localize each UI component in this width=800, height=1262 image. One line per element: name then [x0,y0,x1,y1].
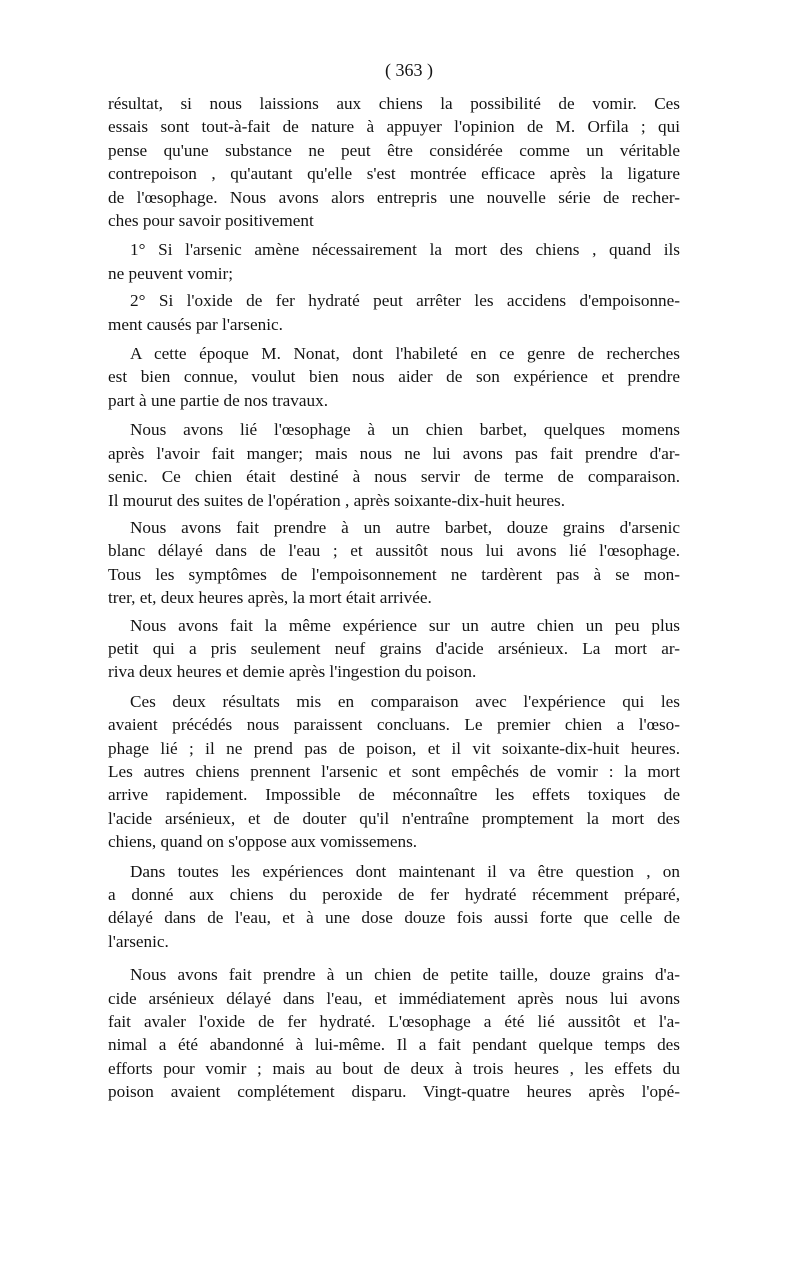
text-line: ment causés par l'arsenic. [108,314,283,334]
text-line: 2° Si l'oxide de fer hydraté peut arrêter les accidens d'empoisonne- [130,291,680,311]
page-number: ( 363 ) [385,60,433,80]
text-line: blanc délayé dans de l'eau ; et aussitôt nous lui avons lié l'œsophage. [108,541,680,561]
text-line: nimal a été abandonné à lui-même. Il a fait pendant quelque temps des [108,1035,680,1055]
text-line: arrive rapidement. Impossible de méconnaître les effets toxiques de [108,785,680,805]
text-line: l'acide arsénieux, et de douter qu'il n'entraîne promptement la mort des [108,808,680,828]
text-line: chiens, quand on s'oppose aux vomissemens. [108,832,418,852]
paragraph [108,342,680,412]
text-line: résultat, si nous laissions aux chiens la possibilité de vomir. Ces [108,94,680,113]
paragraph [108,238,680,285]
text-line: avaient précédés nous paraissent concluans. Le premier chien a l'œso- [108,715,680,735]
text-line: délayé dans de l'eau, et à une dose douze fois aussi forte que celle de [108,908,680,928]
paragraph [108,418,680,512]
text-line: ches pour savoir positivement [108,211,314,231]
paragraph [108,289,680,336]
text-line: a donné aux chiens du peroxide de fer hydraté récemment préparé, [108,885,680,904]
paragraph [108,614,680,684]
text-line: essais sont tout-à-fait de nature à appuyer l'opinion de M. Orfila ; qui [108,117,680,137]
text-line: fait avaler l'oxide de fer hydraté. L'œsophage a été lié aussitôt et l'a- [108,1012,680,1032]
text-line: pense qu'une substance ne peut être considérée comme un véritable [108,140,680,160]
text-line: senic. Ce chien était destiné à nous servir de terme de comparaison. [108,467,680,487]
text-line: après l'avoir fait manger; mais nous ne lui avons pas fait prendre d'ar- [108,443,680,463]
text-line: Nous avons fait prendre à un autre barbet, douze grains d'arsenic [130,517,680,537]
text-line: part à une partie de nos travaux. [108,390,329,410]
text-line: cide arsénieux délayé dans l'eau, et immédiatement après nous lui avons [108,988,680,1008]
text-line: Nous avons fait prendre à un chien de petite taille, douze grains d'a- [130,965,680,985]
text-line: phage lié ; il ne prend pas de poison, et il vit soixante-dix-huit heures. [108,738,680,758]
text-line: Il mourut des suites de l'opération , après soixante-dix-huit heures. [108,490,566,510]
book-page [108,58,680,1104]
text-line: Nous avons lié l'œsophage à un chien barbet, quelques momens [130,420,680,440]
body-text [108,92,680,1104]
text-line: riva deux heures et demie après l'ingestion du poison. [108,662,477,682]
text-line: Les autres chiens prennent l'arsenic et sont empêchés de vomir : la mort [108,761,680,781]
paragraph [108,92,680,232]
text-line: de l'œsophage. Nous avons alors entrepris une nouvelle série de recher- [108,187,680,207]
text-line: efforts pour vomir ; mais au bout de deux à trois heures , les effets du [108,1058,680,1078]
text-line: petit qui a pris seulement neuf grains d'acide arsénieux. La mort ar- [108,638,680,658]
text-line: est bien connue, voulut bien nous aider de son expérience et prendre [108,367,680,387]
paragraph [108,860,680,954]
text-line: Dans toutes les expériences dont maintenant il va être question , on [130,861,680,881]
text-line: contrepoison , qu'autant qu'elle s'est montrée efficace après la ligature [108,164,680,184]
paragraph [108,690,680,854]
text-line: trer, et, deux heures après, la mort était arrivée. [108,588,432,608]
text-line: ne peuvent vomir; [108,263,234,283]
paragraph [108,963,680,1103]
text-line: 1° Si l'arsenic amène nécessairement la mort des chiens , quand ils [130,240,680,260]
text-line: A cette époque M. Nonat, dont l'habileté en ce genre de recherches [130,344,680,364]
text-line: poison avaient complétement disparu. Vingt-quatre heures après l'opé- [108,1082,680,1102]
paragraph [108,516,680,610]
text-line: l'arsenic. [108,931,169,951]
text-line: Tous les symptômes de l'empoisonnement ne tardèrent pas à se mon- [108,564,680,584]
text-line: Nous avons fait la même expérience sur un autre chien un peu plus [130,615,680,635]
text-line: Ces deux résultats mis en comparaison avec l'expérience qui les [130,691,680,711]
